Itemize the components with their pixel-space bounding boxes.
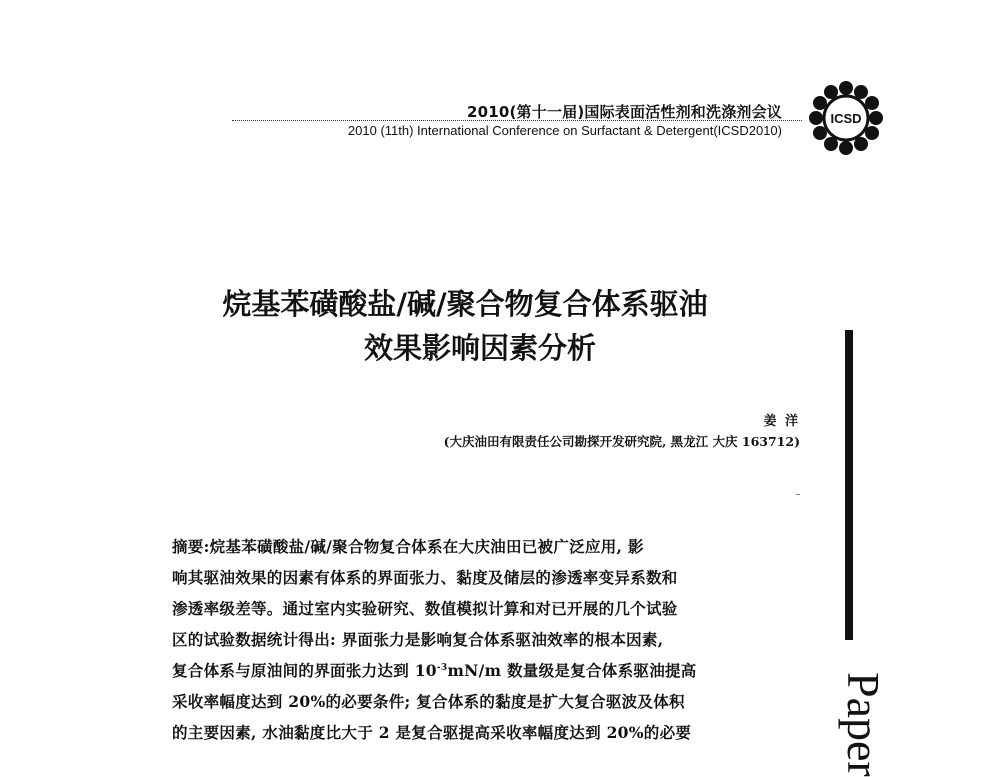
stray-mark bbox=[796, 494, 800, 495]
author-name: 姜 洋 bbox=[763, 414, 800, 429]
side-label: Paper bbox=[838, 672, 889, 777]
paper-title-line2: 效果影响因素分析 bbox=[363, 331, 596, 365]
author-affiliation: (大庆油田有限责任公司勘探开发研究院, 黑龙江 大庆 163712) bbox=[443, 434, 800, 449]
abstract-line: 响其驱油效果的因素有体系的界面张力、黏度及储层的渗透率变异系数和 bbox=[172, 568, 678, 587]
superscript-exponent: -3 bbox=[436, 662, 448, 673]
logo-text: ICSD bbox=[830, 111, 862, 126]
header-divider bbox=[232, 120, 802, 121]
abstract-line: 区的试验数据统计得出: 界面张力是影响复合体系驱油效率的根本因素, bbox=[172, 630, 664, 649]
abstract-line: 复合体系与原油间的界面张力达到 $10^{-3}mN/m$ 数量级是复合体系驱油提高 bbox=[172, 661, 697, 680]
conference-title-cn: 2010(第十一届)国际表面活性剂和洗涤剂会议 bbox=[466, 103, 782, 121]
abstract-line: 摘要:烷基苯磺酸盐/碱/聚合物复合体系在大庆油田已被广泛应用, 影 bbox=[172, 537, 644, 556]
abstract bbox=[172, 531, 756, 748]
abstract-line: 采收率幅度达到 20%的必要条件; 复合体系的黏度是扩大复合驱波及体积 bbox=[172, 692, 685, 711]
conference-title-en: 2010 (11th) International Conference on Surfactant & Detergent(ICSD2010) bbox=[347, 123, 782, 138]
icsd-logo bbox=[806, 78, 886, 158]
abstract-line: 的主要因素, 水油黏度比大于 2 是复合驱提高采收率幅度达到 20%的必要 bbox=[172, 723, 692, 742]
abstract-label: 摘要: bbox=[172, 537, 210, 556]
side-bar bbox=[845, 330, 853, 640]
paper-title-line1: 烷基苯磺酸盐/碱/聚合物复合体系驱油 bbox=[222, 287, 708, 321]
abstract-line: 渗透率级差等。通过室内实验研究、数值模拟计算和对已开展的几个试验 bbox=[172, 599, 678, 618]
